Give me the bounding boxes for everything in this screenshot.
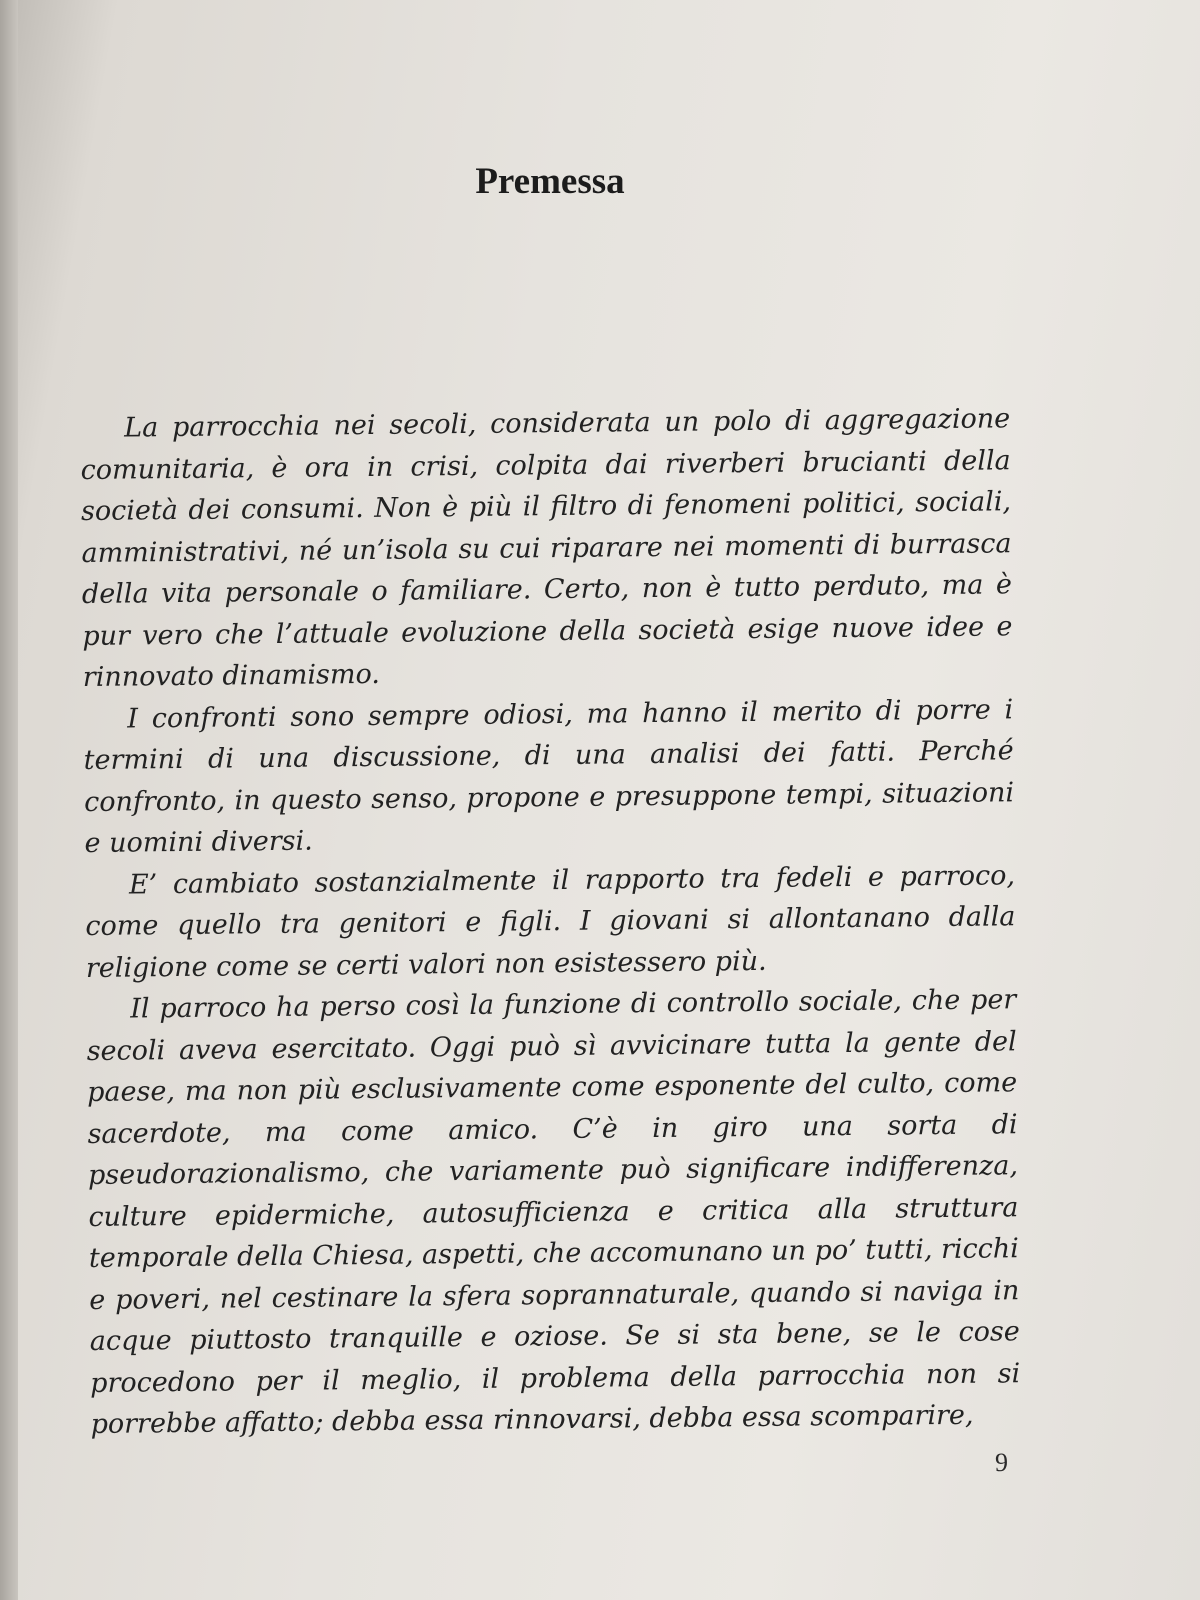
page-number: 9 [995, 1448, 1008, 1477]
paragraph-1: La parrocchia nei secoli, considerata un polo di aggregazione comunitaria, è ora in crisi, colpita dai riverberi brucianti della società dei consumi. Non è più il filtro di fenomeni politici, sociali, amministrativi, né un’isola su cui riparare nei momenti di burrasca della vita personale o familiare. Certo, non è tutto perduto, ma è pur vero che l’attuale evoluzione della società esige nuove idee e rinnovato dinamismo. [80, 403, 1013, 693]
body-text [80, 398, 1021, 1445]
paragraph-4: Il parroco ha perso così la funzione di controllo sociale, che per secoli aveva esercitato. Oggi può sì avvicinare tutta la gente del paese, ma non più esclusivamente come esponente del culto, come sacerdote, ma come amico. C’è in giro una sorta di pseudorazionalismo, che variamente può significare indifferenza, culture epidermiche, autosufficienza e critica alla struttura temporale della Chiesa, aspetti, che accomunano un po’ tutti, ricchi e poveri, nel cestinare la sfera soprannaturale, quando si naviga in acque piuttosto tranquille e oziose. Se si sta bene, se le cose procedono per il meglio, il problema della parrocchia non si porrebbe affatto; debba essa rinnovarsi, debba essa scomparire, [86, 984, 1021, 1440]
page-title: Premessa [475, 161, 625, 202]
paragraph-2: I confronti sono sempre odiosi, ma hanno il merito di porre i termini di una discussione, di una analisi dei fatti. Perché confronto, in questo senso, propone e presuppone tempi, situazioni e uomini diversi. [83, 693, 1015, 859]
page-edge [0, 0, 18, 1600]
paragraph-3: E’ cambiato sostanzialmente il rapporto tra fedeli e parroco, come quello tra genitori e figli. I giovani si allontanano dalla religione come se certi valori non esistessero più. [85, 859, 1016, 984]
